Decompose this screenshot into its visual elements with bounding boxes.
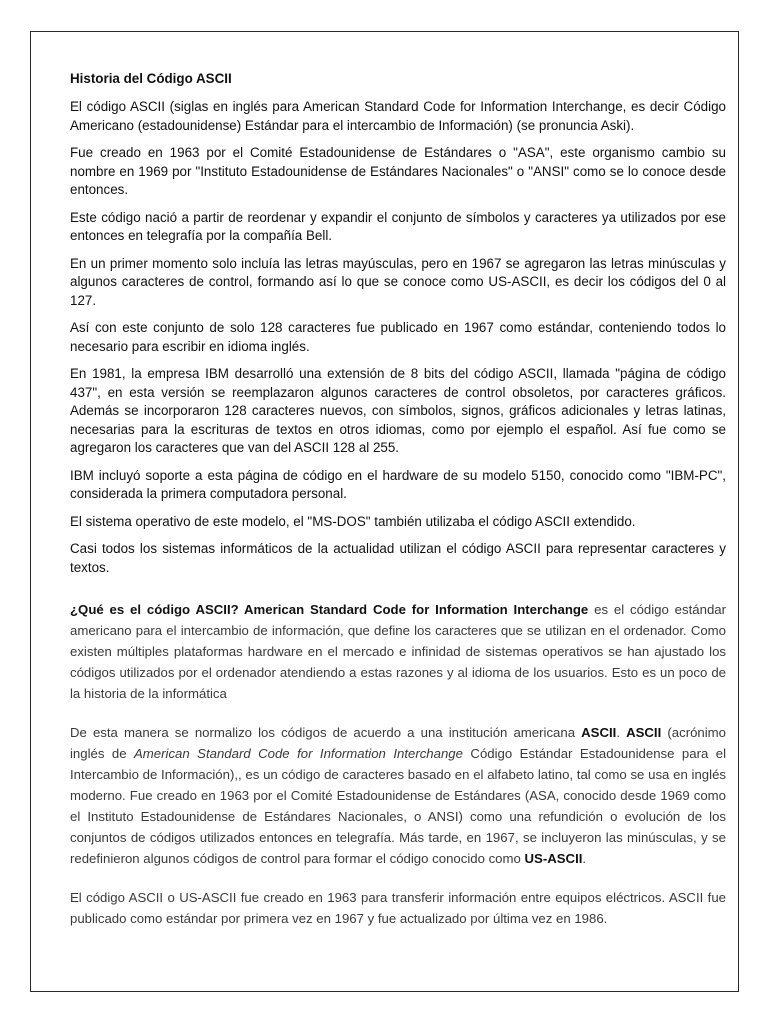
document-content	[70, 70, 726, 929]
final-paragraph: El código ASCII o US-ASCII fue creado en 1963 para transferir información entre equipos eléctricos. ASCII fue publicado como estándar por primera vez en 1967 y fue actualizado por última vez en 1986.	[70, 890, 726, 926]
paragraph: En un primer momento solo incluía las letras mayúsculas, pero en 1967 se agregaron las letras minúsculas y algunos caracteres de control, formando así lo que se conoce como US-ASCII, es decir los códigos del 0 al 127.	[70, 255, 726, 308]
text-run: (acrónimo inglés de	[70, 725, 726, 761]
text-run: Código Estándar Estadounidense para el Intercambio de Información),, es un código de caracteres basado en el alfabeto latino, tal como se usa en inglés moderno. Fue creado en 1963 por el Comité Estadounidense de Estándares (ASA, conocido desde 1969 como el Instituto Estadounidense de Estándares Nacionales, o ANSI) como una refundición o evolución de los conjuntos de códigos utilizados entonces en telegrafía. Más tarde, en 1967, se incluyeron las minúsculas, y se redefinieron algunos códigos de control para formar el código conocido como	[70, 746, 727, 866]
paragraph: Fue creado en 1963 por el Comité Estadounidense de Estándares o "ASA", este organismo cambio su nombre en 1969 por "Instituto Estadounidense de Estándares Nacionales" o "ANSI" como se lo conoce desde entonces.	[70, 145, 726, 197]
paragraph: Casi todos los sistemas informáticos de la actualidad utilizan el código ASCII para representar caracteres y textos.	[70, 541, 726, 575]
document-title: Historia del Código ASCII	[70, 71, 232, 86]
paragraph: El código ASCII (siglas en inglés para American Standard Code for Information Interchange, es decir Código Americano (estadounidense) Estándar para el intercambio de Información) (se pronuncia Aski).	[70, 99, 726, 133]
text-run: De esta manera se normalizo los códigos de acuerdo a una institución americana	[70, 725, 582, 740]
spacer	[70, 704, 726, 722]
paragraph: El sistema operativo de este modelo, el "MS-DOS" también utilizaba el código ASCII extendido.	[70, 513, 636, 529]
bold-run: ASCII	[626, 725, 662, 740]
paragraph: En 1981, la empresa IBM desarrolló una extensión de 8 bits del código ASCII, llamada "página de código 437", en esta versión se reemplazaron algunos caracteres de control obsoletos, por caracteres gráficos. Además se incorporaron 128 caracteres nuevos, con símbolos, signos, gráficos adicionales y letras latinas, necesarias para la escrituras de textos en otros idiomas, como por ejemplo el español. Así fue como se agregaron los caracteres que van del ASCII 128 al 255.	[70, 366, 726, 455]
text-run: .	[582, 851, 587, 866]
bold-run: US-ASCII	[524, 851, 583, 866]
italic-run: American Standard Code for Information Interchange	[134, 746, 463, 761]
paragraph: Este código nació a partir de reordenar y expandir el conjunto de símbolos y caracteres ya utilizados por ese entonces en telegrafía por la compañía Bell.	[70, 209, 726, 243]
ascii-history-paragraph	[70, 722, 726, 869]
text-run: .	[616, 725, 627, 740]
paragraph-text: es el código estándar americano para el intercambio de información, que define los caracteres que se utilizan en el ordenador. Como existen múltiples plataformas hardware en el mercado e infinidad de sistemas operativos se han ajustado los códigos utilizados por el ordenador atendiendo a estas razones y al idioma de los usuarios. Esto es un poco de la historia de la informática	[70, 602, 726, 701]
bold-lead: ¿Qué es el código ASCII? American Standard Code for Information Interchange	[70, 602, 589, 617]
bold-run: ASCII	[581, 725, 617, 740]
paragraph: Así con este conjunto de solo 128 caracteres fue publicado en 1967 como estándar, conteniendo todos lo necesario para escribir en idioma inglés.	[70, 320, 726, 354]
spacer	[70, 869, 726, 887]
ascii-definition-paragraph	[70, 599, 726, 704]
spacer	[70, 586, 726, 599]
paragraph: IBM incluyó soporte a esta página de código en el hardware de su modelo 5150, conocido como "IBM-PC", considerada la primera computadora personal.	[70, 467, 726, 501]
document-page	[30, 31, 739, 992]
